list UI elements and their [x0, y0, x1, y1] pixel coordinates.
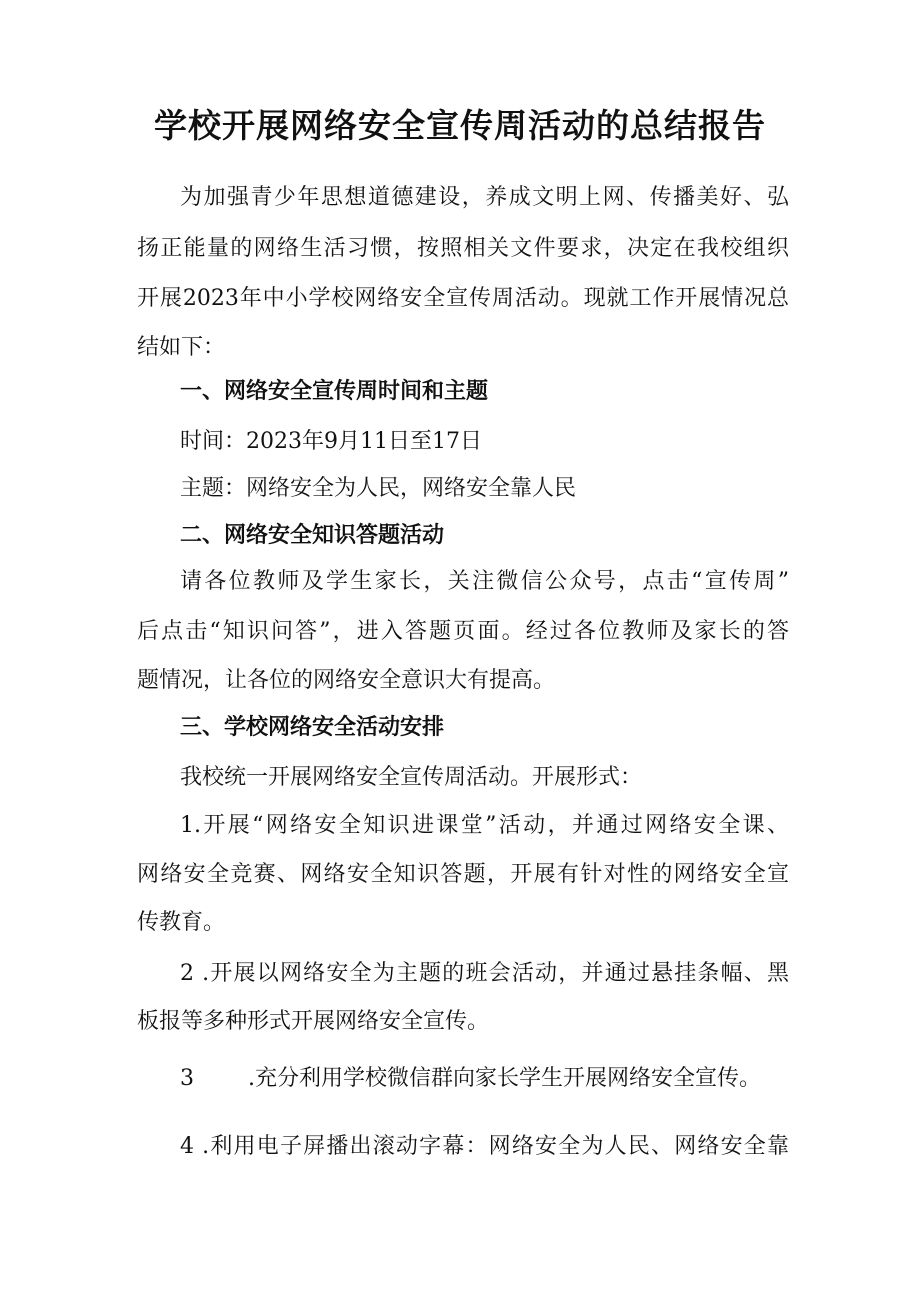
- section2-line-2: 后点击“知识问答”，进入答题页面。经过各位教师及家长的答: [137, 619, 789, 644]
- section3-item3-number: 3: [180, 1066, 194, 1091]
- section2-line-3: 题情况，让各位的网络安全意识大有提高。: [137, 668, 556, 693]
- section3-item1-line-1: 1.开展“网络安全知识进课堂”活动，并通过网络安全课、: [180, 813, 789, 838]
- section3-item3: [180, 1064, 789, 1094]
- document-title: 学校开展网络安全宣传周活动的总结报告: [154, 106, 766, 145]
- section2-line-1: 请各位教师及学生家长，关注微信公众号，点击“宣传周”: [180, 569, 789, 594]
- section3-item1-line-3: 传教育。: [137, 910, 226, 935]
- section3-intro: 我校统一开展网络安全宣传周活动。开展形式：: [180, 765, 643, 790]
- section3-item4: 4 .利用电子屏播出滚动字幕：网络安全为人民、网络安全靠: [180, 1134, 789, 1159]
- section3-item1-line-2: 网络安全竞赛、网络安全知识答题，开展有针对性的网络安全宣: [137, 862, 789, 887]
- section3-item2-line-2: 板报等多种形式开展网络安全宣传。: [137, 1009, 490, 1034]
- section3-heading: 三、学校网络安全活动安排: [180, 715, 445, 740]
- intro-line-4: 结如下：: [137, 335, 226, 360]
- intro-line-2: 扬正能量的网络生活习惯，按照相关文件要求，决定在我校组织: [137, 236, 789, 261]
- section1-heading: 一、网络安全宣传周时间和主题: [180, 379, 489, 404]
- intro-line-1: 为加强青少年思想道德建设，养成文明上网、传播美好、弘: [180, 185, 789, 210]
- section3-item3-text: .充分利用学校微信群向家长学生开展网络安全宣传。: [248, 1066, 761, 1091]
- section1-theme: 主题：网络安全为人民，网络安全靠人民: [180, 476, 577, 501]
- intro-line-3: 开展2023年中小学校网络安全宣传周活动。现就工作开展情况总: [137, 286, 789, 311]
- section1-time: 时间：2023年9月11日至17日: [180, 429, 482, 454]
- section3-item2-line-1: 2 .开展以网络安全为主题的班会活动，并通过悬挂条幅、黑: [180, 961, 789, 986]
- section2-heading: 二、网络安全知识答题活动: [180, 523, 445, 548]
